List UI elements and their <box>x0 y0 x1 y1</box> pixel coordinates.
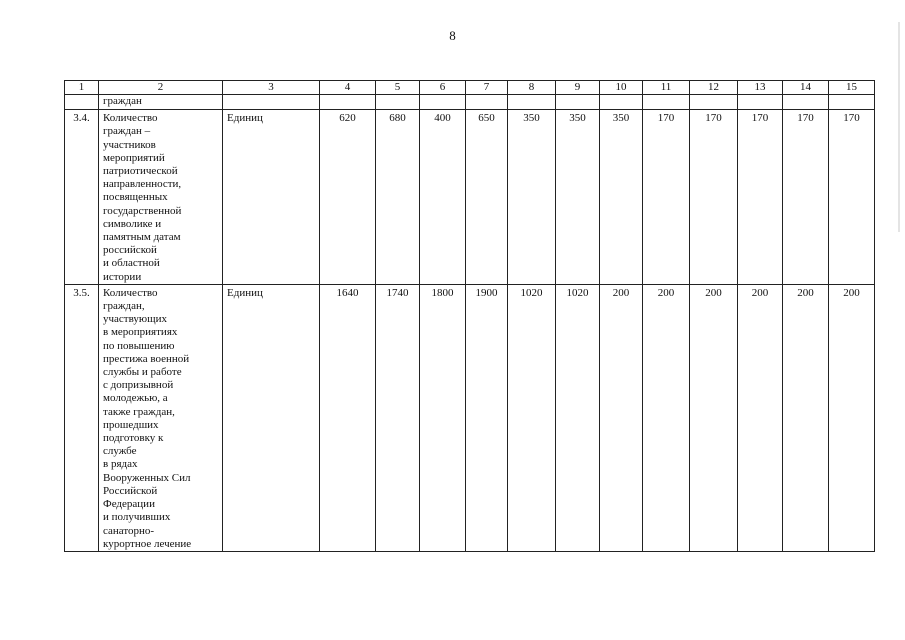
value-cell: 1800 <box>420 284 466 551</box>
table-row <box>65 110 875 285</box>
empty-cell <box>829 95 875 110</box>
empty-cell <box>223 95 320 110</box>
indicator-name-line: подготовку к <box>103 432 164 445</box>
value-cell: 200 <box>643 284 690 551</box>
indicator-name-line: российской <box>103 244 157 257</box>
value-cell: 200 <box>738 284 783 551</box>
column-number-row <box>65 81 875 95</box>
value-cell: 680 <box>376 110 420 285</box>
column-number: 15 <box>829 81 875 95</box>
column-number: 9 <box>556 81 600 95</box>
unit-cell: Единиц <box>223 284 320 551</box>
empty-cell <box>420 95 466 110</box>
column-number: 14 <box>783 81 829 95</box>
empty-cell <box>376 95 420 110</box>
indicator-name-line: молодежью, а <box>103 392 168 405</box>
indicator-name <box>99 110 223 285</box>
row-number: 3.5. <box>65 284 99 551</box>
indicator-name-line: Федерации <box>103 498 155 511</box>
value-cell: 200 <box>600 284 643 551</box>
value-cell: 650 <box>466 110 508 285</box>
continuation-row <box>65 95 875 110</box>
indicator-name-line: с допризывной <box>103 379 174 392</box>
indicator-name-line: участников <box>103 138 156 151</box>
indicator-name-line: участвующих <box>103 313 167 326</box>
indicator-name-line: символике и <box>103 217 162 230</box>
scan-edge-mark <box>898 22 900 232</box>
indicator-name-line: также граждан, <box>103 405 175 418</box>
column-number: 13 <box>738 81 783 95</box>
value-cell: 170 <box>643 110 690 285</box>
column-number: 5 <box>376 81 420 95</box>
indicator-name-line: престижа военной <box>103 352 190 365</box>
indicator-name-line: в рядах <box>103 458 138 471</box>
unit-cell: Единиц <box>223 110 320 285</box>
value-cell: 1900 <box>466 284 508 551</box>
indicator-name-line: прошедших <box>103 418 159 431</box>
column-number: 4 <box>320 81 376 95</box>
empty-cell <box>320 95 376 110</box>
value-cell: 170 <box>783 110 829 285</box>
empty-cell <box>65 95 99 110</box>
indicator-name-line: Количество <box>103 286 158 299</box>
indicator-name-line: мероприятий <box>103 151 165 164</box>
indicator-name-line: граждан, <box>103 300 145 313</box>
column-number: 7 <box>466 81 508 95</box>
value-cell: 620 <box>320 110 376 285</box>
value-cell: 200 <box>829 284 875 551</box>
column-number: 6 <box>420 81 466 95</box>
value-cell: 170 <box>829 110 875 285</box>
value-cell: 1020 <box>556 284 600 551</box>
indicator-name-line: и областной <box>103 257 160 270</box>
empty-cell <box>738 95 783 110</box>
value-cell: 1640 <box>320 284 376 551</box>
indicator-name-line: истории <box>103 270 142 283</box>
value-cell: 1020 <box>508 284 556 551</box>
indicator-name-line: службы и работе <box>103 366 182 379</box>
indicator-name-line: посвященных <box>103 191 168 204</box>
empty-cell <box>783 95 829 110</box>
value-cell: 1740 <box>376 284 420 551</box>
column-number: 3 <box>223 81 320 95</box>
column-number: 10 <box>600 81 643 95</box>
indicator-name <box>99 284 223 551</box>
column-number: 2 <box>99 81 223 95</box>
indicator-name-line: по повышению <box>103 339 175 352</box>
empty-cell <box>466 95 508 110</box>
value-cell: 170 <box>690 110 738 285</box>
indicators-table <box>64 80 875 552</box>
indicator-name-line: Российской <box>103 484 158 497</box>
indicator-name-line: службе <box>103 445 137 458</box>
indicator-name-line: в мероприятиях <box>103 326 178 339</box>
indicator-name-line: граждан – <box>103 125 151 138</box>
value-cell: 170 <box>738 110 783 285</box>
empty-cell <box>690 95 738 110</box>
column-number: 12 <box>690 81 738 95</box>
column-number: 8 <box>508 81 556 95</box>
indicator-name-line: санаторно- <box>103 524 155 537</box>
row-number: 3.4. <box>65 110 99 285</box>
value-cell: 350 <box>556 110 600 285</box>
column-number: 1 <box>65 81 99 95</box>
indicator-name-line: Количество <box>103 112 158 125</box>
empty-cell <box>643 95 690 110</box>
empty-cell <box>556 95 600 110</box>
page-number: 8 <box>449 28 456 43</box>
value-cell: 350 <box>508 110 556 285</box>
column-number: 11 <box>643 81 690 95</box>
value-cell: 200 <box>690 284 738 551</box>
indicator-name-line: патриотической <box>103 165 178 178</box>
indicator-name-line: курортное лечение <box>103 537 192 550</box>
indicator-name-line: направленности, <box>103 178 182 191</box>
empty-cell <box>600 95 643 110</box>
table-row <box>65 284 875 551</box>
indicator-name-line: государственной <box>103 204 182 217</box>
indicator-name-line: Вооруженных Сил <box>103 471 191 484</box>
value-cell: 200 <box>783 284 829 551</box>
empty-cell <box>508 95 556 110</box>
indicator-name-line: памятным датам <box>103 231 181 244</box>
value-cell: 350 <box>600 110 643 285</box>
continuation-text: граждан <box>99 95 223 110</box>
value-cell: 400 <box>420 110 466 285</box>
indicator-name-line: и получивших <box>103 511 171 524</box>
